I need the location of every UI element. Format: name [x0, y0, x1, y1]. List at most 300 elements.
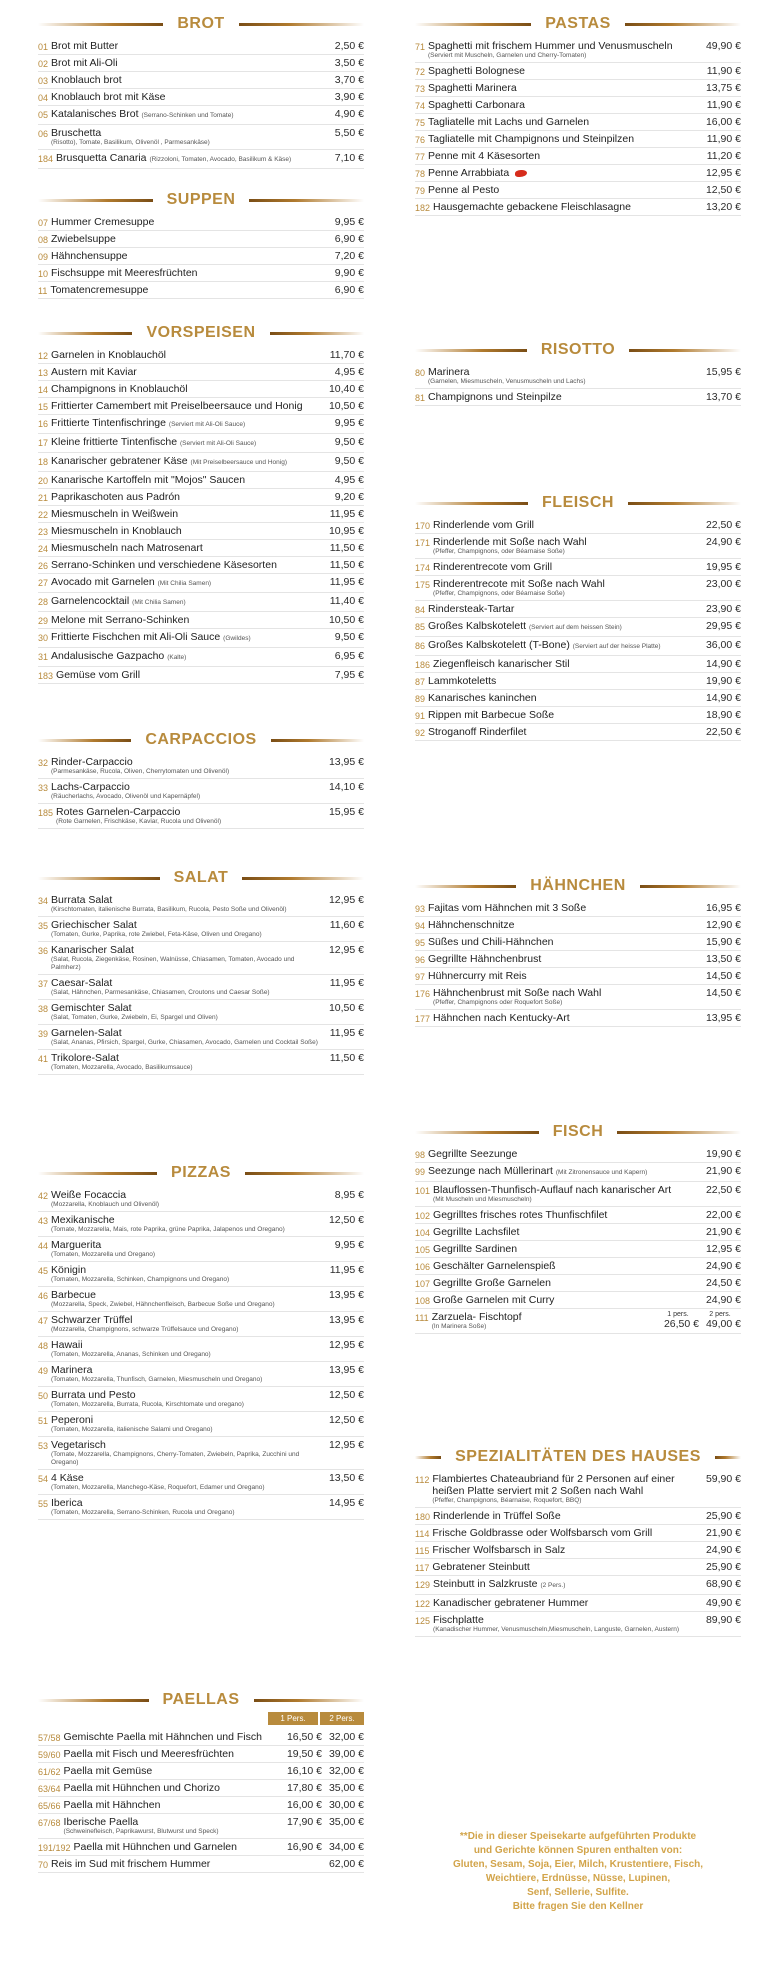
item-name: Gemischter Salat [51, 1002, 132, 1014]
item-number: 101 [415, 1186, 431, 1196]
item-text [74, 1841, 276, 1853]
menu-item [415, 131, 741, 148]
item-text [428, 620, 695, 634]
item-name: Vegetarisch [51, 1439, 106, 1451]
item-name: Brot mit Ali-Oli [51, 57, 118, 69]
item-price: 6,95 € [334, 650, 364, 662]
item-number: 32 [38, 758, 49, 768]
item-price: 14,50 € [705, 987, 741, 999]
menu-item [38, 1050, 364, 1075]
item-price: 9,20 € [334, 491, 364, 503]
item-description: (In Marinera Soße) [431, 1323, 487, 1330]
item-number: 38 [38, 1004, 49, 1014]
item-name: Knoblauch brot mit Käse [51, 91, 166, 103]
item-name: Rindersteak-Tartar [428, 603, 515, 615]
item-text [433, 1597, 695, 1609]
item-text [51, 1364, 318, 1384]
menu-item [415, 1508, 741, 1525]
price-2-persons: 62,00 € [328, 1858, 364, 1870]
item-number: 114 [415, 1529, 430, 1539]
item-name: Avocado mit Garnelen [51, 576, 155, 588]
item-name: Lammkoteletts [428, 675, 497, 687]
item-text [51, 1389, 318, 1409]
item-text [428, 726, 695, 738]
section-risotto [415, 340, 741, 406]
item-name: Rippen mit Barbecue Soße [428, 709, 555, 721]
item-text [433, 578, 695, 598]
section-title-text: PASTAS [539, 15, 617, 32]
menu-item [38, 282, 364, 299]
menu-item [38, 415, 364, 434]
item-name: Burrata Salat [51, 894, 113, 906]
item-price: 11,95 € [329, 508, 364, 520]
item-name: Hähnchensuppe [51, 250, 128, 262]
item-price: 21,90 € [705, 1165, 741, 1177]
section-title-text: SPEZIALITÄTEN DES HAUSES [449, 1448, 707, 1465]
item-text [51, 366, 318, 378]
item-price: 10,50 € [328, 1002, 364, 1014]
item-number: 112 [415, 1475, 430, 1485]
menu-item [415, 1146, 741, 1163]
item-text [51, 455, 318, 469]
item-description: (Serrano-Schinken und Tomate) [141, 112, 234, 119]
item-name: Gemischte Paella mit Hähnchen und Fisch [63, 1731, 262, 1743]
menu-item [38, 231, 364, 248]
item-number: 183 [38, 671, 54, 681]
item-number: 102 [415, 1211, 431, 1221]
item-text [51, 40, 318, 52]
item-description: (Tomate, Mozzarella, Champignons, Cherry-Tomaten, Zwiebeln, Paprika, Zucchini und Oregano) [51, 1451, 300, 1466]
note-line: Bitte fragen Sie den Kellner [512, 1901, 644, 1912]
item-text [51, 474, 318, 486]
item-number: 18 [38, 457, 49, 467]
item-text [432, 1561, 695, 1573]
item-name: Kanarische Kartoffeln mit "Mojos" Saucen [51, 474, 246, 486]
menu-item [38, 106, 364, 125]
item-text [428, 709, 695, 721]
title-rule-left [38, 199, 153, 202]
price-1-person: 16,50 € [286, 1731, 322, 1743]
item-description: (Pfeffer, Champignons, Béarnaise, Roquefort, BBQ) [432, 1497, 582, 1504]
item-price: 15,95 € [705, 366, 741, 378]
item-text [51, 491, 318, 503]
menu-item [38, 489, 364, 506]
item-number: 77 [415, 152, 426, 162]
item-number: 108 [415, 1296, 431, 1306]
item-price: 11,50 € [329, 559, 364, 571]
menu-item [38, 506, 364, 523]
menu-item [38, 265, 364, 282]
item-name: 4 Käse [51, 1472, 84, 1484]
item-price: 10,95 € [328, 525, 364, 537]
menu-item [415, 1595, 741, 1612]
title-rule-left [415, 885, 516, 888]
menu-item [415, 199, 741, 216]
section-title-text: HÄHNCHEN [524, 877, 632, 894]
menu-item [38, 1856, 364, 1873]
item-number: 14 [38, 385, 49, 395]
title-rule-left [415, 23, 531, 26]
item-text [428, 40, 695, 60]
item-number: 10 [38, 269, 49, 279]
item-name: Rinderentrecote vom Grill [433, 561, 553, 573]
item-price: 24,90 € [705, 1294, 741, 1306]
title-rule-right [245, 1172, 364, 1175]
item-number: 47 [38, 1316, 49, 1326]
menu-item [38, 917, 364, 942]
item-number: 48 [38, 1341, 49, 1351]
item-text [433, 1184, 695, 1204]
item-text [432, 1527, 695, 1539]
item-text [51, 1414, 318, 1434]
title-rule-right [640, 885, 741, 888]
item-price: 11,95 € [329, 1264, 364, 1276]
item-price: 13,50 € [705, 953, 741, 965]
item-name: Knoblauch brot [51, 74, 122, 86]
item-price: 25,90 € [705, 1561, 741, 1573]
item-description: (Mozzarella, Speck, Zwiebel, Hähnchenfleisch, Barbecue Soße und Oregano) [51, 1301, 275, 1308]
persons-header [38, 1712, 364, 1725]
item-number: 63/64 [38, 1784, 61, 1794]
item-list [415, 1471, 741, 1637]
item-description: (Tomaten, Gurke, Paprika, rote Zwiebel, Feta-Käse, Oliven und Oregano) [51, 931, 262, 938]
item-number: 73 [415, 84, 426, 94]
item-text [51, 91, 318, 103]
menu-item [415, 673, 741, 690]
item-number: 125 [415, 1616, 431, 1626]
item-description: (Mit Chilia Samen) [157, 580, 212, 587]
note-line: Weichtiere, Erdnüsse, Nüsse, Lupinen, [485, 1873, 671, 1884]
item-text [64, 1816, 276, 1836]
item-price: 14,50 € [705, 970, 741, 982]
persons-2-label: 2 pers. [709, 1311, 731, 1318]
item-price: 4,95 € [334, 366, 364, 378]
item-list [415, 364, 741, 406]
item-name: Paella mit Fisch und Meeresfrüchten [63, 1748, 234, 1760]
item-number: 175 [415, 580, 431, 590]
item-list [38, 214, 364, 299]
item-number: 89 [415, 694, 426, 704]
item-text [433, 1012, 695, 1024]
item-text [51, 919, 318, 939]
item-name: Zwiebelsuppe [51, 233, 116, 245]
item-price: 16,00 € [705, 116, 741, 128]
persons-2-label: 2 Pers. [320, 1712, 364, 1725]
menu-item [415, 985, 741, 1010]
item-name: Tagliatelle mit Champignons und Steinpilzen [428, 133, 635, 145]
item-price: 11,40 € [329, 595, 364, 607]
item-description: (Mozzarella, Knoblauch und Olivenöl) [51, 1201, 160, 1208]
item-number: 50 [38, 1391, 49, 1401]
item-number: 28 [38, 597, 49, 607]
item-name: Paella mit Hähnchen [63, 1799, 161, 1811]
item-text [51, 233, 318, 245]
item-name: Penne al Pesto [428, 184, 500, 196]
item-text [51, 650, 318, 664]
item-number: 24 [38, 544, 49, 554]
item-text [51, 250, 318, 262]
price-1-person [657, 1311, 699, 1330]
item-name: Mexikanische [51, 1214, 115, 1226]
item-text [433, 1294, 695, 1306]
item-name: Griechischer Salat [51, 919, 137, 931]
item-description: (Tomaten, Mozzarella, Burrata, Rucola, Kirschtomate und oregano) [51, 1401, 244, 1408]
item-price: 3,50 € [334, 57, 364, 69]
item-number: 177 [415, 1014, 431, 1024]
price-2-persons: 32,00 € [328, 1765, 364, 1777]
item-number: 191/192 [38, 1843, 71, 1853]
title-rule-right [242, 877, 364, 880]
title-rule-left [415, 1456, 441, 1459]
item-price: 22,00 € [705, 1209, 741, 1221]
item-price: 24,90 € [705, 1544, 741, 1556]
item-price: 14,90 € [705, 658, 741, 670]
menu-item [38, 1437, 364, 1470]
menu-item [38, 248, 364, 265]
menu-item [38, 434, 364, 453]
item-price: 13,20 € [705, 201, 741, 213]
item-price: 10,40 € [328, 383, 364, 395]
item-price: 9,50 € [334, 631, 364, 643]
item-text [428, 603, 695, 615]
item-number: 105 [415, 1245, 431, 1255]
menu-item [38, 347, 364, 364]
item-number: 106 [415, 1262, 431, 1272]
chili-icon [515, 170, 527, 177]
item-number: 87 [415, 677, 426, 687]
item-price: 11,20 € [706, 150, 741, 162]
section-fleisch [415, 493, 741, 741]
item-name: Rinderlende vom Grill [433, 519, 534, 531]
item-text [433, 1578, 695, 1592]
item-number: 184 [38, 154, 54, 164]
menu-item [38, 804, 364, 829]
item-price: 16,95 € [705, 902, 741, 914]
title-rule-right [249, 199, 364, 202]
item-text [433, 1209, 695, 1221]
price-2-persons: 39,00 € [328, 1748, 364, 1760]
item-name: Tomatencremesuppe [50, 284, 149, 296]
price-2-persons: 32,00 € [328, 1731, 364, 1743]
item-list [415, 1146, 741, 1334]
item-number: 05 [38, 110, 49, 120]
item-number: 11 [38, 286, 48, 296]
item-number: 107 [415, 1279, 431, 1289]
item-number: 171 [415, 538, 431, 548]
menu-item [38, 523, 364, 540]
item-name: Seezunge nach Müllerinart [428, 1165, 553, 1177]
menu-item [415, 517, 741, 534]
section-title-text: CARPACCIOS [139, 731, 262, 748]
item-number: 174 [415, 563, 431, 573]
item-price: 12,90 € [705, 919, 741, 931]
item-number: 12 [38, 351, 49, 361]
menu-item [415, 1258, 741, 1275]
item-text [64, 1765, 276, 1777]
price-1-person: 17,80 € [286, 1782, 322, 1794]
item-name: Kleine frittierte Tintenfische [51, 436, 178, 448]
item-text [51, 894, 318, 914]
item-text [51, 576, 318, 590]
item-name: Penne Arrabbiata [428, 167, 510, 179]
item-number: 185 [38, 808, 54, 818]
item-number: 23 [38, 527, 49, 537]
item-name: Rinderlende in Trüffel Soße [433, 1510, 561, 1522]
item-price: 14,90 € [705, 692, 741, 704]
item-number: 43 [38, 1216, 49, 1226]
item-price: 11,90 € [706, 65, 741, 77]
item-description: (Mit Muscheln und Miesmuscheln) [433, 1196, 532, 1203]
menu-item [415, 690, 741, 707]
menu-item [38, 648, 364, 667]
menu-item [38, 72, 364, 89]
title-rule-right [629, 349, 741, 352]
item-price: 22,50 € [705, 519, 741, 531]
menu-item [38, 89, 364, 106]
item-price: 24,50 € [705, 1277, 741, 1289]
item-price: 13,95 € [705, 1012, 741, 1024]
section-title [415, 14, 741, 34]
menu-item [38, 1814, 364, 1839]
item-text [428, 919, 695, 931]
item-name: Champignons und Steinpilze [428, 391, 562, 403]
item-name: Katalanisches Brot [51, 108, 139, 120]
item-name: Frittierter Camembert mit Preiselbeersauce und Honig [51, 400, 303, 412]
menu-item [38, 1412, 364, 1437]
item-text [51, 436, 318, 450]
menu-item [38, 754, 364, 779]
item-name: Zarzuela- Fischtopf [431, 1311, 522, 1323]
item-number: 67/68 [38, 1818, 61, 1828]
item-number: 111 [415, 1313, 429, 1323]
title-rule-left [38, 1699, 149, 1702]
item-text [428, 133, 695, 145]
price-1-person: 19,50 € [286, 1748, 322, 1760]
item-price: 9,95 € [334, 216, 364, 228]
item-price: 12,50 € [328, 1214, 364, 1226]
item-text [51, 631, 318, 645]
item-number: 180 [415, 1512, 431, 1522]
item-number: 42 [38, 1191, 49, 1201]
title-rule-right [239, 23, 364, 26]
item-description: (Tomaten, Mozzarella, Ananas, Schinken und Oregano) [51, 1351, 211, 1358]
item-name: Frittierte Tintenfischringe [51, 417, 166, 429]
item-price: 13,95 € [328, 1314, 364, 1326]
item-price: 12,50 € [705, 184, 741, 196]
item-price: 9,95 € [334, 1239, 364, 1251]
title-rule-left [415, 1131, 539, 1134]
item-description: (Rizzoloni, Tomaten, Avocado, Basilikum & Käse) [149, 156, 292, 163]
item-text [51, 542, 318, 554]
item-price: 2,50 € [334, 40, 364, 52]
item-number: 85 [415, 622, 426, 632]
item-name: Hähnchenbrust mit Soße nach Wahl [433, 987, 602, 999]
menu-item [415, 618, 741, 637]
title-rule-right [270, 332, 364, 335]
item-price: 13,95 € [328, 1289, 364, 1301]
menu-item [38, 150, 364, 169]
item-name: Rinderlende mit Soße nach Wahl [433, 536, 587, 548]
section-title [415, 876, 741, 896]
section-title [38, 1690, 364, 1710]
menu-item [38, 381, 364, 398]
menu-item [415, 1525, 741, 1542]
menu-item [38, 55, 364, 72]
menu-item [38, 472, 364, 489]
item-number: 01 [38, 42, 49, 52]
item-text [51, 74, 318, 86]
title-rule-left [38, 739, 131, 742]
item-name: Hawaii [51, 1339, 83, 1351]
item-name: Weiße Focaccia [51, 1189, 127, 1201]
title-rule-left [38, 877, 160, 880]
section-pizzas [38, 1163, 364, 1520]
section-title-text: PAELLAS [157, 1691, 246, 1708]
item-number: 72 [415, 67, 426, 77]
item-price: 13,50 € [328, 1472, 364, 1484]
item-name: Marinera [51, 1364, 93, 1376]
item-number: 54 [38, 1474, 49, 1484]
item-text [428, 692, 695, 704]
item-name: Hähnchen nach Kentucky-Art [433, 1012, 570, 1024]
menu-item [415, 364, 741, 389]
item-text [51, 595, 318, 609]
menu-item [38, 1212, 364, 1237]
item-number: 93 [415, 904, 426, 914]
item-name: Caesar-Salat [51, 977, 113, 989]
item-number: 95 [415, 938, 426, 948]
item-description: (Serviert mit Ali-Oli Sauce) [180, 440, 257, 447]
section-salat [38, 868, 364, 1075]
item-list [38, 754, 364, 829]
item-price: 8,95 € [334, 1189, 364, 1201]
price-2-persons: 35,00 € [328, 1782, 364, 1794]
item-text [433, 1260, 695, 1272]
menu-item [415, 1292, 741, 1309]
item-name: Trikolore-Salat [51, 1052, 119, 1064]
item-price: 22,50 € [705, 726, 741, 738]
menu-item [38, 1287, 364, 1312]
item-description: (Kalte) [167, 654, 187, 661]
menu-item [415, 934, 741, 951]
item-number: 09 [38, 252, 49, 262]
note-line: Senf, Sellerie, Sulfite. [527, 1887, 629, 1898]
section-title [38, 1163, 364, 1183]
item-price: 22,50 € [705, 1184, 741, 1196]
item-price: 6,90 € [334, 233, 364, 245]
item-name: Kanadischer gebratener Hummer [433, 1597, 589, 1609]
item-name: Fischsuppe mit Meeresfrüchten [51, 267, 198, 279]
item-name: Spaghetti Marinera [428, 82, 517, 94]
item-number: 71 [415, 42, 426, 52]
price-value: 26,50 € [663, 1318, 699, 1330]
item-name: Barbecue [51, 1289, 96, 1301]
item-price: 25,90 € [705, 1510, 741, 1522]
price-2-persons [699, 1311, 741, 1330]
item-name: Miesmuscheln in Knoblauch [51, 525, 182, 537]
item-price: 13,95 € [328, 1364, 364, 1376]
section-title-text: FISCH [547, 1123, 610, 1140]
item-text [433, 1243, 695, 1255]
item-number: 65/66 [38, 1801, 61, 1811]
item-text [428, 639, 695, 653]
item-number: 02 [38, 59, 49, 69]
menu-item [38, 667, 364, 684]
item-text [51, 417, 318, 431]
title-rule-right [715, 1456, 741, 1459]
item-price: 36,00 € [705, 639, 741, 651]
item-name: Paella mit Gemüse [63, 1765, 153, 1777]
